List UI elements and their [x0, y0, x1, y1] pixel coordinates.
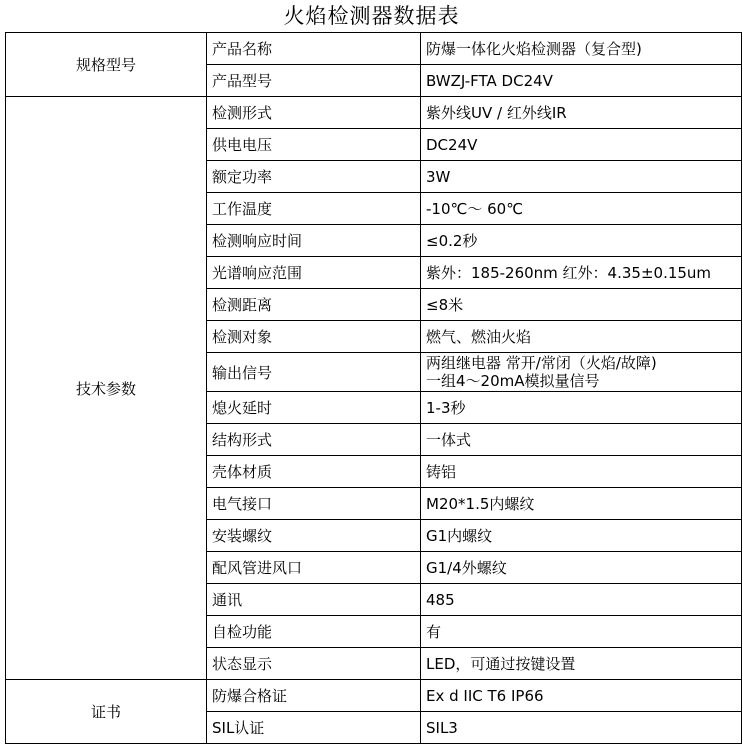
row-label: 检测对象: [207, 321, 421, 353]
row-label: 产品名称: [207, 33, 421, 65]
row-value: 485: [421, 584, 742, 616]
row-value: 一体式: [421, 424, 742, 456]
table-row: [6, 33, 742, 65]
row-value: 1-3秒: [421, 392, 742, 424]
group-label-model: 规格型号: [6, 33, 207, 97]
sheet-title: 火焰检测器数据表: [283, 4, 460, 28]
row-value: 有: [421, 616, 742, 648]
row-label: 输出信号: [207, 353, 421, 392]
row-value-line-1: 两组继电器 常开/常闭（火焰/故障): [426, 354, 657, 372]
row-value: LED，可通过按键设置: [421, 648, 742, 680]
row-label: 额定功率: [207, 161, 421, 193]
row-label: SIL认证: [207, 712, 421, 744]
row-value: ≤8米: [421, 289, 742, 321]
row-label: 供电电压: [207, 129, 421, 161]
row-value: 防爆一体化火焰检测器（复合型): [421, 33, 742, 65]
table-row: [6, 680, 742, 712]
row-label: 防爆合格证: [207, 680, 421, 712]
row-value: 紫外线UV / 红外线IR: [421, 97, 742, 129]
group-label-certificate: 证书: [6, 680, 207, 744]
spec-table: [5, 32, 742, 744]
table-row: [6, 97, 742, 129]
row-value: ≤0.2秒: [421, 225, 742, 257]
row-label: 检测距离: [207, 289, 421, 321]
row-label: 壳体材质: [207, 456, 421, 488]
row-label: 产品型号: [207, 65, 421, 97]
row-value: SIL3: [421, 712, 742, 744]
row-label: 自检功能: [207, 616, 421, 648]
row-value: M20*1.5内螺纹: [421, 488, 742, 520]
row-label: 电气接口: [207, 488, 421, 520]
row-label: 通讯: [207, 584, 421, 616]
row-value: 铸铝: [421, 456, 742, 488]
row-label: 状态显示: [207, 648, 421, 680]
row-value: BWZJ-FTA DC24V: [421, 65, 742, 97]
row-value-line-2: 一组4～20mA模拟量信号: [426, 372, 600, 390]
row-label: 安装螺纹: [207, 520, 421, 552]
row-label: 工作温度: [207, 193, 421, 225]
row-value: G1/4外螺纹: [421, 552, 742, 584]
row-label: 配风管进风口: [207, 552, 421, 584]
row-value: 紫外：185-260nm 红外：4.35±0.15um: [421, 257, 742, 289]
row-label: 检测响应时间: [207, 225, 421, 257]
row-value: DC24V: [421, 129, 742, 161]
row-value-multiline: [421, 353, 742, 392]
row-value: -10℃～ 60℃: [421, 193, 742, 225]
row-value: 3W: [421, 161, 742, 193]
row-label: 熄火延时: [207, 392, 421, 424]
group-label-technical: 技术参数: [6, 97, 207, 680]
row-label: 结构形式: [207, 424, 421, 456]
row-value: Ex d IIC T6 IP66: [421, 680, 742, 712]
row-value: 燃气、燃油火焰: [421, 321, 742, 353]
row-label: 光谱响应范围: [207, 257, 421, 289]
row-label: 检测形式: [207, 97, 421, 129]
row-value: G1内螺纹: [421, 520, 742, 552]
